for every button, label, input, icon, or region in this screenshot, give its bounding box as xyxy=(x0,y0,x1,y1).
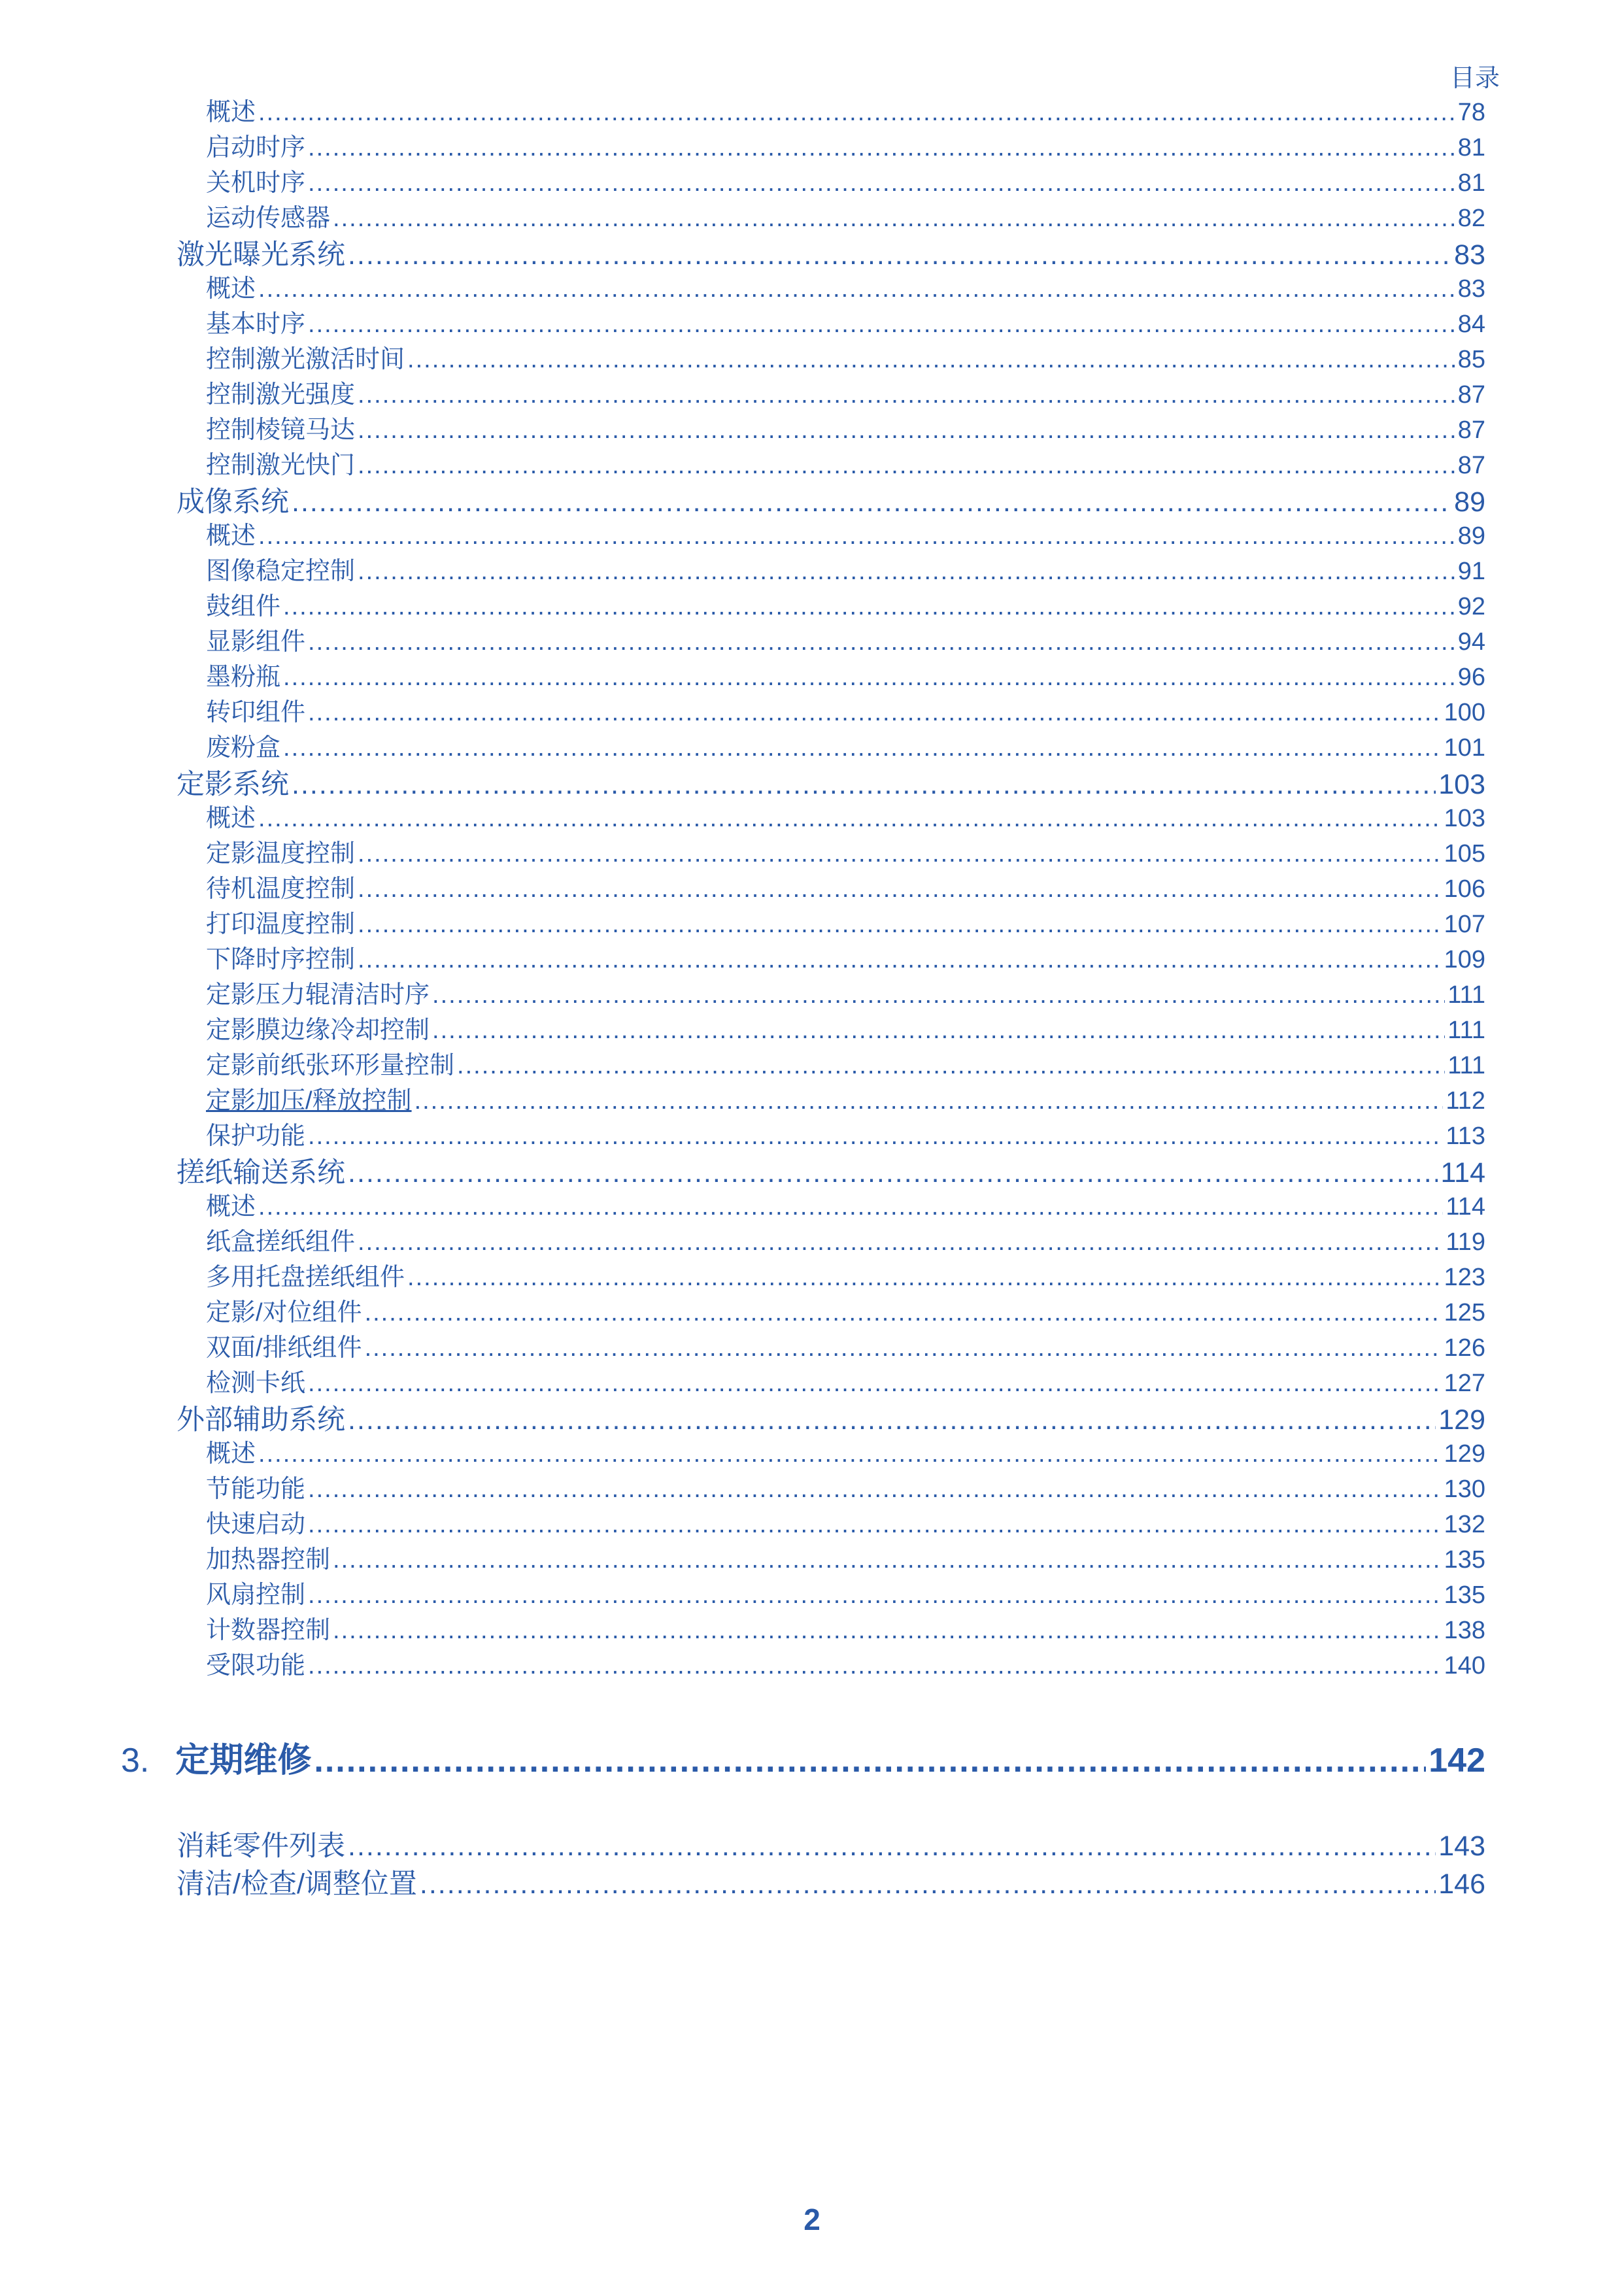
entry-page-number: 129 xyxy=(1438,1404,1485,1436)
entry-title: 检测卡纸 xyxy=(206,1370,306,1397)
dot-leader xyxy=(348,1830,1436,1863)
dot-leader xyxy=(432,1017,1445,1045)
dot-leader xyxy=(457,1052,1445,1080)
entry-title: 定影前纸张环形量控制 xyxy=(206,1052,455,1079)
entry-title: 定影膜边缘冷却控制 xyxy=(206,1017,430,1044)
entry-title: 控制激光强度 xyxy=(206,381,356,409)
dot-leader xyxy=(258,1193,1443,1221)
entry-page-number: 125 xyxy=(1444,1299,1485,1326)
entry-page-number: 78 xyxy=(1457,99,1485,126)
toc-subsection-entry[interactable] xyxy=(206,656,1485,690)
entry-title: 快速启动 xyxy=(206,1511,306,1538)
toc-subsection-entry[interactable] xyxy=(206,339,1485,373)
toc-subsection-entry[interactable] xyxy=(206,974,1485,1008)
entry-page-number: 103 xyxy=(1444,805,1485,832)
entry-page-number: 106 xyxy=(1444,875,1485,903)
toc-subsection-entry[interactable] xyxy=(206,868,1485,902)
toc-subsection-entry[interactable] xyxy=(206,1362,1485,1396)
entry-title: 控制激光快门 xyxy=(206,452,356,479)
toc-subsection-entry[interactable] xyxy=(206,1292,1485,1326)
toc-subsection-entry[interactable] xyxy=(206,127,1485,161)
entry-page-number: 140 xyxy=(1444,1652,1485,1679)
dot-leader xyxy=(292,769,1436,801)
entry-title: 概述 xyxy=(206,805,256,832)
entry-title: 启动时序 xyxy=(206,134,306,161)
toc-section-entry[interactable] xyxy=(177,1151,1485,1187)
entry-title: 激光曝光系统 xyxy=(177,239,345,271)
entry-page-number: 111 xyxy=(1447,1017,1485,1044)
entry-page-number: 111 xyxy=(1447,981,1485,1009)
page-number: 2 xyxy=(804,2202,820,2236)
entry-title: 关机时序 xyxy=(206,169,306,197)
entry-title: 显影组件 xyxy=(206,628,306,656)
toc-subsection-entry[interactable] xyxy=(206,92,1485,126)
entry-title: 搓纸输送系统 xyxy=(177,1157,345,1189)
toc-subsection-entry[interactable] xyxy=(206,197,1485,231)
entry-title: 鼓组件 xyxy=(206,593,281,620)
dot-leader xyxy=(420,1868,1436,1900)
entry-page-number: 81 xyxy=(1457,134,1485,161)
entry-page-number: 87 xyxy=(1457,452,1485,479)
dot-leader xyxy=(358,911,1442,939)
entry-page-number: 101 xyxy=(1444,734,1485,762)
entry-title: 控制棱镜马达 xyxy=(206,416,356,444)
dot-leader xyxy=(258,1440,1442,1468)
toc-subsection-entry[interactable] xyxy=(206,1257,1485,1290)
toc-section-entry[interactable] xyxy=(177,1824,1485,1861)
dot-leader xyxy=(358,946,1442,974)
entry-title: 计数器控制 xyxy=(206,1617,331,1644)
entry-page-number: 81 xyxy=(1457,169,1485,197)
toc-section-entry[interactable] xyxy=(177,233,1485,269)
toc-subsection-entry[interactable] xyxy=(206,621,1485,655)
toc-subsection-entry[interactable] xyxy=(206,162,1485,196)
entry-page-number: 135 xyxy=(1444,1581,1485,1609)
entry-title: 成像系统 xyxy=(177,486,289,518)
toc-section-entry[interactable] xyxy=(177,1398,1485,1434)
dot-leader xyxy=(308,1476,1442,1504)
dot-leader xyxy=(348,1157,1438,1189)
entry-page-number: 103 xyxy=(1438,769,1485,800)
dot-leader xyxy=(314,1741,1426,1780)
toc-header: 目录 xyxy=(1449,65,1500,92)
dot-leader xyxy=(358,558,1455,586)
toc-subsection-entry[interactable] xyxy=(206,1504,1485,1538)
entry-page-number: 113 xyxy=(1446,1122,1485,1150)
entry-page-number: 119 xyxy=(1446,1228,1485,1256)
entry-page-number: 129 xyxy=(1444,1440,1485,1468)
dot-leader xyxy=(414,1087,1444,1115)
toc-section-entry[interactable] xyxy=(177,762,1485,799)
dot-leader xyxy=(365,1334,1442,1362)
entry-title: 定影温度控制 xyxy=(206,840,356,868)
entry-page-number: 143 xyxy=(1438,1830,1485,1862)
entry-page-number: 135 xyxy=(1444,1546,1485,1574)
entry-page-number: 82 xyxy=(1457,205,1485,232)
dot-leader xyxy=(365,1299,1442,1327)
entry-page-number: 138 xyxy=(1444,1617,1485,1644)
dot-leader xyxy=(258,522,1455,550)
dot-leader xyxy=(333,205,1455,233)
entry-title: 打印温度控制 xyxy=(206,911,356,938)
toc-chapter-entry[interactable] xyxy=(121,1732,1485,1778)
entry-title: 概述 xyxy=(206,1193,256,1221)
toc-section-entry[interactable] xyxy=(177,1862,1485,1898)
entry-page-number: 112 xyxy=(1446,1087,1485,1115)
entry-title: 废粉盒 xyxy=(206,734,281,762)
entry-page-number: 126 xyxy=(1444,1334,1485,1362)
toc-subsection-entry[interactable] xyxy=(206,727,1485,761)
toc-subsection-entry[interactable] xyxy=(206,1645,1485,1679)
dot-leader xyxy=(258,805,1442,833)
entry-title: 节能功能 xyxy=(206,1476,306,1503)
toc-subsection-entry[interactable] xyxy=(206,692,1485,726)
toc-subsection-entry[interactable] xyxy=(206,939,1485,973)
toc-subsection-entry[interactable] xyxy=(206,586,1485,620)
dot-leader xyxy=(432,981,1445,1009)
dot-leader xyxy=(358,875,1442,903)
dot-leader xyxy=(308,1511,1442,1539)
toc-subsection-entry[interactable] xyxy=(206,550,1485,584)
entry-page-number: 127 xyxy=(1444,1370,1485,1397)
toc-section-entry[interactable] xyxy=(177,480,1485,516)
entry-title: 控制激光激活时间 xyxy=(206,346,405,373)
entry-title: 下降时序控制 xyxy=(206,946,356,973)
toc-subsection-entry[interactable] xyxy=(206,903,1485,937)
dot-leader xyxy=(258,275,1455,303)
entry-page-number: 111 xyxy=(1447,1052,1485,1079)
entry-title: 消耗零件列表 xyxy=(177,1830,345,1862)
entry-title: 定影系统 xyxy=(177,769,289,800)
entry-page-number: 84 xyxy=(1457,311,1485,338)
toc-subsection-entry[interactable] xyxy=(206,1221,1485,1255)
toc-subsection-entry[interactable] xyxy=(206,1610,1485,1644)
toc-subsection-entry[interactable] xyxy=(206,798,1485,832)
toc-subsection-entry[interactable] xyxy=(206,515,1485,549)
entry-page-number: 109 xyxy=(1444,946,1485,973)
chapter-number: 3. xyxy=(121,1742,150,1780)
dot-leader xyxy=(308,1652,1442,1680)
entry-title: 外部辅助系统 xyxy=(177,1404,345,1436)
entry-title: 定影加压/释放控制 xyxy=(206,1087,412,1115)
dot-leader xyxy=(283,734,1442,762)
toc-subsection-entry[interactable] xyxy=(206,1045,1485,1079)
entry-page-number: 105 xyxy=(1444,840,1485,868)
entry-page-number: 85 xyxy=(1457,346,1485,373)
toc-subsection-entry[interactable] xyxy=(206,1327,1485,1361)
dot-leader xyxy=(292,486,1451,518)
entry-title: 双面/排纸组件 xyxy=(206,1334,362,1362)
dot-leader xyxy=(348,1404,1436,1436)
entry-page-number: 83 xyxy=(1457,275,1485,303)
toc-subsection-entry[interactable] xyxy=(206,1433,1485,1467)
entry-page-number: 100 xyxy=(1444,699,1485,726)
entry-title: 定影压力辊清洁时序 xyxy=(206,981,430,1009)
toc-subsection-entry[interactable] xyxy=(206,1574,1485,1608)
toc-subsection-entry[interactable] xyxy=(206,1539,1485,1573)
entry-page-number: 132 xyxy=(1444,1511,1485,1538)
entry-title: 概述 xyxy=(206,522,256,550)
dot-leader xyxy=(308,311,1455,339)
chapter-page-number: 142 xyxy=(1429,1742,1485,1780)
dot-leader xyxy=(283,593,1455,621)
entry-title: 基本时序 xyxy=(206,311,306,338)
entry-page-number: 114 xyxy=(1440,1157,1485,1189)
entry-page-number: 114 xyxy=(1446,1193,1485,1221)
dot-leader xyxy=(308,1122,1443,1151)
dot-leader xyxy=(333,1617,1442,1645)
dot-leader xyxy=(258,99,1455,127)
entry-page-number: 96 xyxy=(1457,664,1485,691)
dot-leader xyxy=(358,1228,1443,1257)
dot-leader xyxy=(333,1546,1442,1574)
entry-title: 概述 xyxy=(206,99,256,126)
entry-title: 转印组件 xyxy=(206,699,306,726)
entry-page-number: 94 xyxy=(1457,628,1485,656)
entry-page-number: 123 xyxy=(1444,1264,1485,1291)
dot-leader xyxy=(348,239,1451,271)
toc-subsection-entry[interactable] xyxy=(206,1186,1485,1220)
toc-subsection-entry[interactable] xyxy=(206,374,1485,408)
entry-page-number: 89 xyxy=(1454,486,1485,518)
dot-leader xyxy=(308,699,1442,727)
dot-leader xyxy=(308,628,1455,656)
entry-title: 多用托盘搓纸组件 xyxy=(206,1264,405,1291)
entry-page-number: 83 xyxy=(1454,239,1485,271)
dot-leader xyxy=(358,840,1442,868)
entry-title: 墨粉瓶 xyxy=(206,664,281,691)
toc-subsection-entry[interactable] xyxy=(206,409,1485,443)
toc-subsection-entry[interactable] xyxy=(206,1115,1485,1149)
entry-title: 图像稳定控制 xyxy=(206,558,356,585)
entry-page-number: 89 xyxy=(1457,522,1485,550)
entry-title: 风扇控制 xyxy=(206,1581,306,1609)
dot-leader xyxy=(283,664,1455,692)
entry-title: 受限功能 xyxy=(206,1652,306,1679)
entry-page-number: 92 xyxy=(1457,593,1485,620)
entry-title: 概述 xyxy=(206,275,256,303)
dot-leader xyxy=(308,169,1455,197)
toc-subsection-entry[interactable] xyxy=(206,1468,1485,1502)
entry-title: 概述 xyxy=(206,1440,256,1468)
dot-leader xyxy=(358,452,1455,480)
chapter-title: 定期维修 xyxy=(175,1742,312,1780)
toc-subsection-entry[interactable] xyxy=(206,833,1485,867)
entry-title: 清洁/检查/调整位置 xyxy=(177,1868,417,1900)
toc-subsection-entry[interactable] xyxy=(206,268,1485,302)
toc-subsection-entry[interactable] xyxy=(206,445,1485,479)
entry-title: 定影/对位组件 xyxy=(206,1299,362,1326)
entry-page-number: 91 xyxy=(1457,558,1485,585)
entry-title: 运动传感器 xyxy=(206,205,331,232)
dot-leader xyxy=(308,1581,1442,1610)
entry-page-number: 107 xyxy=(1444,911,1485,938)
toc-subsection-entry[interactable] xyxy=(206,1009,1485,1043)
entry-title: 待机温度控制 xyxy=(206,875,356,903)
dot-leader xyxy=(308,1370,1442,1398)
entry-page-number: 87 xyxy=(1457,381,1485,409)
toc-subsection-entry[interactable] xyxy=(206,303,1485,337)
dot-leader xyxy=(407,1264,1442,1292)
entry-page-number: 87 xyxy=(1457,416,1485,444)
dot-leader xyxy=(358,416,1455,445)
entry-page-number: 146 xyxy=(1438,1868,1485,1900)
toc-subsection-entry[interactable] xyxy=(206,1080,1485,1114)
dot-leader xyxy=(407,346,1455,374)
entry-title: 保护功能 xyxy=(206,1122,306,1150)
dot-leader xyxy=(358,381,1455,409)
dot-leader xyxy=(308,134,1455,162)
entry-title: 加热器控制 xyxy=(206,1546,331,1574)
entry-page-number: 130 xyxy=(1444,1476,1485,1503)
entry-title: 纸盒搓纸组件 xyxy=(206,1228,356,1256)
